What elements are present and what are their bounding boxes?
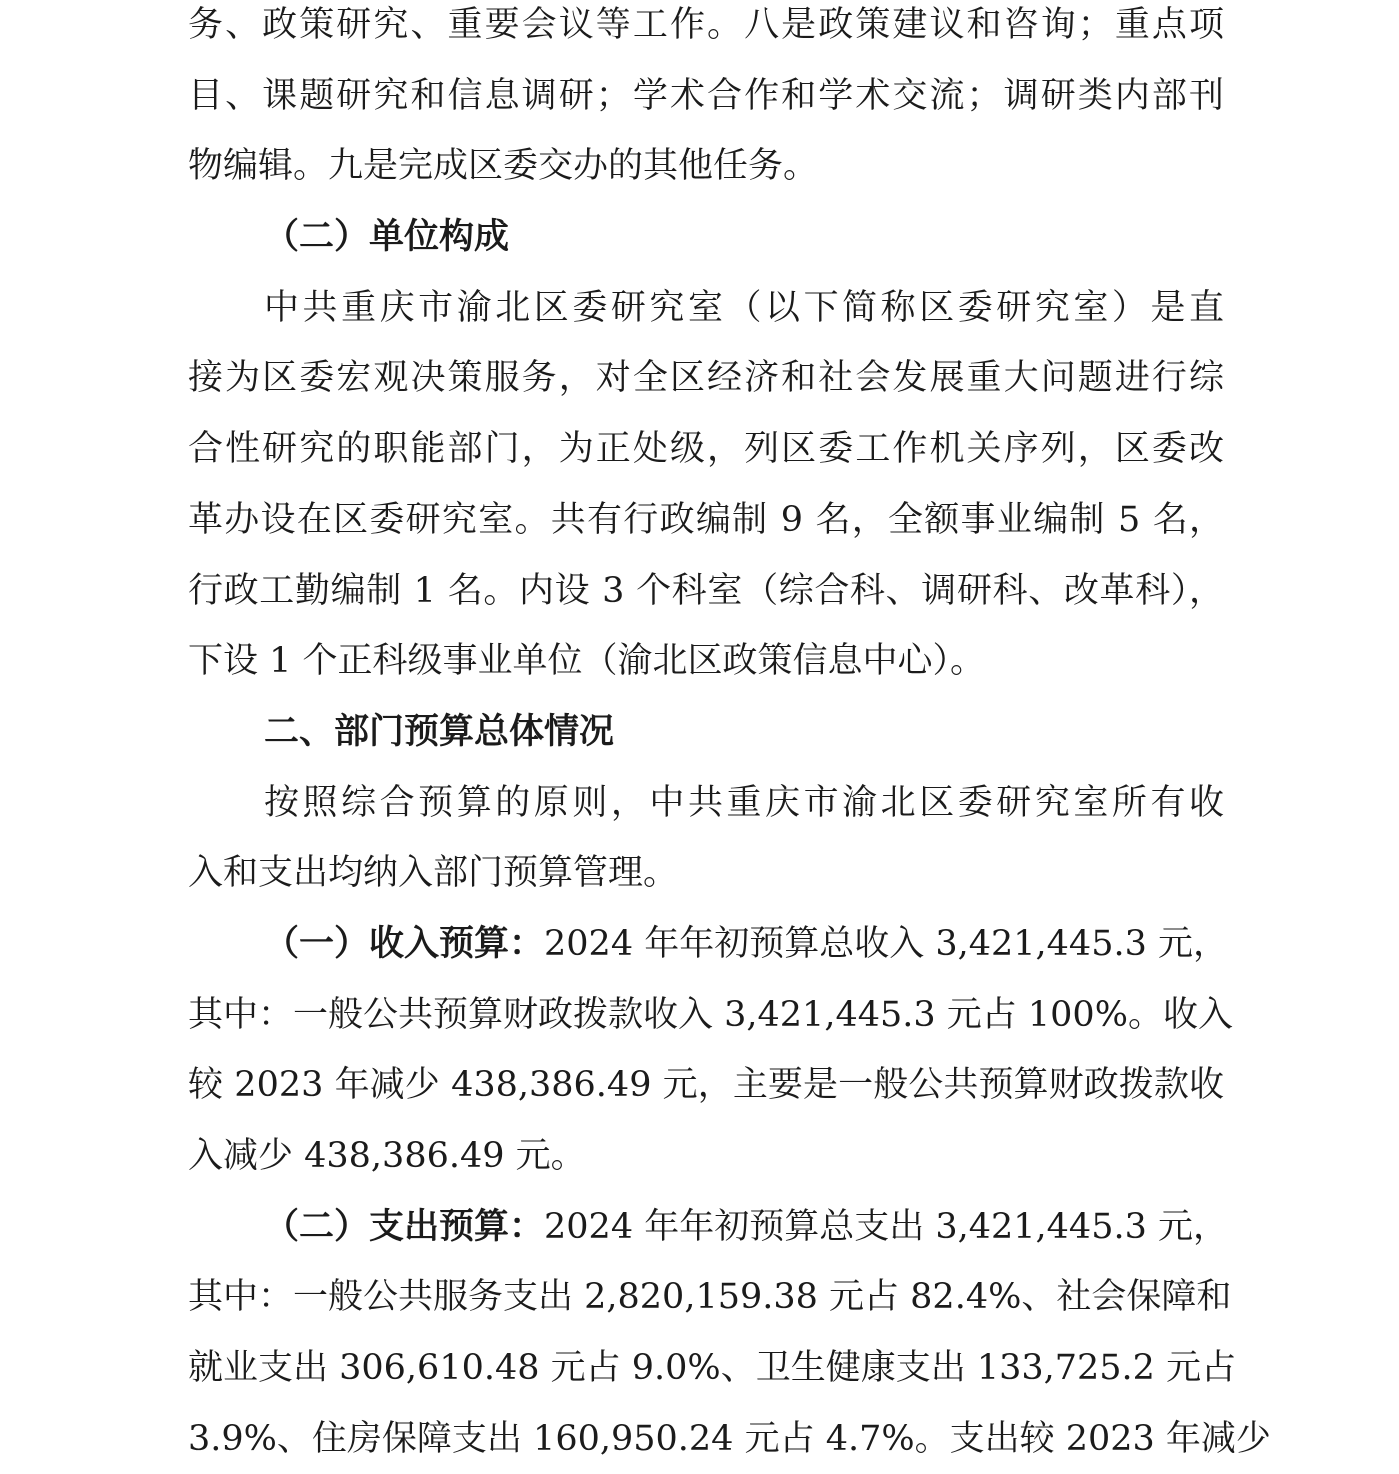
- paragraph-unit-composition: [188, 273, 1224, 697]
- paragraph-income-budget: [188, 909, 1233, 1192]
- text-line: 按照综合预算的原则，中共重庆市渝北区委研究室所有收: [264, 782, 1224, 823]
- text-line: [188, 909, 1228, 980]
- text-line: 中共重庆市渝北区委研究室（以下简称区委研究室）是直: [264, 287, 1224, 328]
- text-line: 革办设在区委研究室。共有行政编制 9 名，全额事业编制 5 名，: [188, 499, 1224, 540]
- section-heading-budget-overview: 二、部门预算总体情况: [264, 710, 615, 752]
- text-line: 接为区委宏观决策服务，对全区经济和社会发展重大问题进行综: [188, 358, 1224, 399]
- text-line: 其中：一般公共预算财政拨款收入 3,421,445.3 元占 100%。收入: [188, 994, 1233, 1035]
- expense-budget-label: （二）支出预算：: [264, 1205, 545, 1247]
- text-line: 较 2023 年减少 438,386.49 元，主要是一般公共预算财政拨款收: [188, 1065, 1224, 1106]
- text-line: 其中：一般公共服务支出 2,820,159.38 元占 82.4%、社会保障和: [188, 1277, 1232, 1318]
- paragraph-expense-budget: [188, 1192, 1271, 1474]
- paragraph-intro-tail: [188, 0, 1224, 202]
- text-line: 3.9%、住房保障支出 160,950.24 元占 4.7%。支出较 2023 年减少: [188, 1418, 1271, 1459]
- text-line: 目、课题研究和信息调研；学术合作和学术交流；调研类内部刊: [188, 75, 1224, 116]
- text-line: 就业支出 306,610.48 元占 9.0%、卫生健康支出 133,725.2 元占: [188, 1348, 1237, 1389]
- income-budget-label: （一）收入预算：: [264, 922, 545, 964]
- text-line: 入和支出均纳入部门预算管理。: [188, 853, 679, 894]
- text-line: 行政工勤编制 1 名。内设 3 个科室（综合科、调研科、改革科），: [188, 570, 1224, 611]
- text-line: 合性研究的职能部门，为正处级，列区委工作机关序列，区委改: [188, 429, 1224, 470]
- text-line: 下设 1 个正科级事业单位（渝北区政策信息中心）。: [188, 641, 986, 682]
- text-line: 物编辑。九是完成区委交办的其他任务。: [188, 146, 819, 187]
- text-line: 入减少 438,386.49 元。: [188, 1136, 586, 1176]
- expense-budget-text: 2024 年年初预算总支出 3,421,445.3 元，: [544, 1206, 1228, 1247]
- text-line: [188, 1192, 1228, 1263]
- paragraph-budget-overview: [188, 768, 1224, 909]
- text-line: 务、政策研究、重要会议等工作。八是政策建议和咨询；重点项: [188, 5, 1224, 45]
- document-page: [188, 0, 1271, 1474]
- section-heading-unit-composition: （二）单位构成: [264, 216, 510, 258]
- income-budget-text: 2024 年年初预算总收入 3,421,445.3 元，: [544, 923, 1228, 964]
